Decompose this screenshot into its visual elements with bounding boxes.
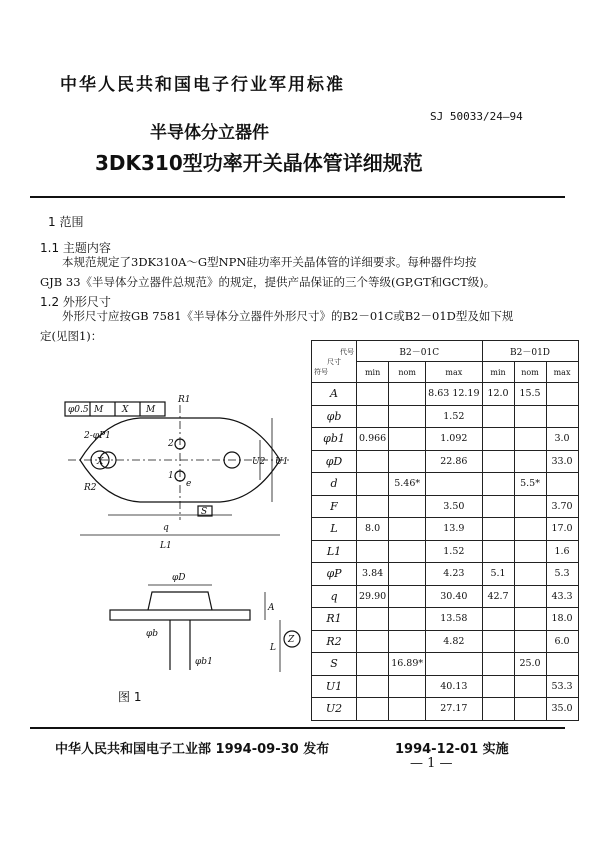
table-cell: 3.0 bbox=[546, 428, 578, 451]
table-cell bbox=[357, 405, 389, 428]
side-view-cap bbox=[148, 592, 212, 610]
table-cell: 5.46* bbox=[389, 473, 426, 496]
table-cell: 17.0 bbox=[546, 518, 578, 541]
label-tol-m1: M bbox=[94, 405, 104, 415]
table-cell bbox=[357, 608, 389, 631]
label-lead-1: 1 bbox=[168, 471, 174, 481]
row-symbol: φb bbox=[312, 405, 357, 428]
row-symbol: U2 bbox=[312, 698, 357, 721]
figure-caption: 图 1 bbox=[118, 690, 142, 704]
table-cell: 1.6 bbox=[546, 540, 578, 563]
label-e: e bbox=[186, 479, 192, 489]
row-symbol: F bbox=[312, 495, 357, 518]
doc-number: SJ 50033/24—94 bbox=[430, 110, 523, 123]
table-cell: 22.86 bbox=[426, 450, 482, 473]
table-cell bbox=[357, 675, 389, 698]
title-line-2: 3DK310型功率开关晶体管详细规范 bbox=[95, 151, 423, 175]
table-cell: 30.40 bbox=[426, 585, 482, 608]
table-cell bbox=[389, 518, 426, 541]
page-number: — 1 — bbox=[410, 756, 453, 771]
table-cell bbox=[426, 473, 482, 496]
label-z-datum: Z bbox=[288, 635, 295, 645]
subheader: nom bbox=[514, 362, 546, 383]
table-row bbox=[312, 698, 579, 721]
table-cell bbox=[357, 495, 389, 518]
table-cell bbox=[482, 608, 514, 631]
table-cell bbox=[482, 675, 514, 698]
table-cell bbox=[389, 383, 426, 406]
table-row bbox=[312, 473, 579, 496]
label-q: q bbox=[163, 523, 169, 533]
label-u2: U2 bbox=[252, 457, 266, 467]
label-phi-b: φb bbox=[146, 629, 159, 639]
table-cell: 1.52 bbox=[426, 540, 482, 563]
table-cell: 43.3 bbox=[546, 585, 578, 608]
table-cell: 18.0 bbox=[546, 608, 578, 631]
table-cell: 13.9 bbox=[426, 518, 482, 541]
table-row bbox=[312, 585, 579, 608]
table-cell: 3.84 bbox=[357, 563, 389, 586]
label-u1: U1 bbox=[275, 457, 289, 467]
section-1-heading: 1 范围 bbox=[48, 215, 84, 229]
row-symbol: U1 bbox=[312, 675, 357, 698]
label-tol-x: X bbox=[122, 405, 129, 415]
row-symbol: d bbox=[312, 473, 357, 496]
table-cell: 29.90 bbox=[357, 585, 389, 608]
table-body bbox=[312, 383, 579, 721]
table-cell bbox=[514, 698, 546, 721]
label-l: L bbox=[270, 643, 276, 653]
label-phi-d: φD bbox=[172, 573, 186, 583]
table-row bbox=[312, 450, 579, 473]
table-cell: 8.0 bbox=[357, 518, 389, 541]
table-cell: 40.13 bbox=[426, 675, 482, 698]
label-a: A bbox=[268, 603, 275, 613]
subheader: max bbox=[426, 362, 482, 383]
table-cell bbox=[357, 473, 389, 496]
row-symbol: φD bbox=[312, 450, 357, 473]
table-cell: 5.3 bbox=[546, 563, 578, 586]
table-row bbox=[312, 495, 579, 518]
table-cell: 6.0 bbox=[546, 630, 578, 653]
table-cell bbox=[357, 630, 389, 653]
row-symbol: φb1 bbox=[312, 428, 357, 451]
table-cell bbox=[357, 383, 389, 406]
row-symbol: q bbox=[312, 585, 357, 608]
table-cell bbox=[389, 698, 426, 721]
table-cell bbox=[357, 698, 389, 721]
table-cell: 25.0 bbox=[514, 653, 546, 676]
table-cell bbox=[514, 405, 546, 428]
table-row bbox=[312, 630, 579, 653]
table-row bbox=[312, 653, 579, 676]
table-cell bbox=[546, 405, 578, 428]
label-s: S bbox=[201, 507, 208, 517]
table-row bbox=[312, 428, 579, 451]
table-cell bbox=[514, 540, 546, 563]
section-1-2-text-1: 外形尺寸应按GB 7581《半导体分立器件外形尺寸》的B2－01C或B2－01D型及如下规 bbox=[62, 309, 514, 323]
table-row bbox=[312, 608, 579, 631]
row-symbol: L1 bbox=[312, 540, 357, 563]
table-cell bbox=[514, 518, 546, 541]
table-corner bbox=[312, 341, 357, 383]
table-cell bbox=[514, 563, 546, 586]
table-cell bbox=[482, 630, 514, 653]
table-cell bbox=[357, 450, 389, 473]
table-cell: 1.52 bbox=[426, 405, 482, 428]
corner-top: 代号 bbox=[340, 347, 354, 356]
table-cell: 8.63 12.19 bbox=[426, 383, 482, 406]
table-cell bbox=[389, 405, 426, 428]
table-cell bbox=[546, 383, 578, 406]
table-cell: 3.50 bbox=[426, 495, 482, 518]
outline-drawing bbox=[60, 380, 310, 680]
table-row bbox=[312, 563, 579, 586]
title-line-1: 半导体分立器件 bbox=[150, 123, 269, 143]
table-cell bbox=[482, 428, 514, 451]
table-row bbox=[312, 675, 579, 698]
subheader: min bbox=[482, 362, 514, 383]
table-row bbox=[312, 405, 579, 428]
label-phi-b1: φb1 bbox=[195, 657, 213, 667]
row-symbol: R1 bbox=[312, 608, 357, 631]
table-cell: 3.70 bbox=[546, 495, 578, 518]
label-holes: 2-φP1 bbox=[84, 431, 111, 441]
table-row bbox=[312, 540, 579, 563]
label-x-datum: X bbox=[97, 457, 104, 467]
table-cell: 5.1 bbox=[482, 563, 514, 586]
standard-org: 中华人民共和国电子行业军用标准 bbox=[60, 75, 345, 95]
table-cell: 4.23 bbox=[426, 563, 482, 586]
group-header-d: B2－01D bbox=[482, 341, 578, 362]
row-symbol: φP bbox=[312, 563, 357, 586]
table-cell bbox=[389, 495, 426, 518]
table-cell bbox=[514, 495, 546, 518]
table-cell bbox=[482, 450, 514, 473]
table-cell bbox=[514, 585, 546, 608]
table-cell: 53.3 bbox=[546, 675, 578, 698]
table-cell bbox=[482, 518, 514, 541]
effective-date: 1994-12-01 实施 bbox=[395, 742, 509, 757]
table-row bbox=[312, 383, 579, 406]
table-cell bbox=[426, 653, 482, 676]
table-cell: 16.89* bbox=[389, 653, 426, 676]
dimension-table bbox=[311, 340, 579, 721]
table-row bbox=[312, 518, 579, 541]
table-cell bbox=[482, 653, 514, 676]
corner-mid: 尺寸 bbox=[327, 357, 341, 366]
table-cell bbox=[514, 428, 546, 451]
label-r2: R2 bbox=[84, 483, 97, 493]
section-1-1-heading: 1.1 主题内容 bbox=[40, 241, 111, 255]
table-cell: 1.092 bbox=[426, 428, 482, 451]
table-cell bbox=[389, 608, 426, 631]
row-symbol: A bbox=[312, 383, 357, 406]
table-cell: 35.0 bbox=[546, 698, 578, 721]
table-cell: 0.966 bbox=[357, 428, 389, 451]
row-symbol: S bbox=[312, 653, 357, 676]
label-tol-m2: M bbox=[146, 405, 156, 415]
table-cell: 27.17 bbox=[426, 698, 482, 721]
table-cell: 15.5 bbox=[514, 383, 546, 406]
table-cell: 13.58 bbox=[426, 608, 482, 631]
subheader: nom bbox=[389, 362, 426, 383]
table-cell bbox=[482, 495, 514, 518]
table-cell: 5.5* bbox=[514, 473, 546, 496]
publisher-line: 中华人民共和国电子工业部 1994-09-30 发布 bbox=[55, 742, 330, 757]
table-cell bbox=[514, 450, 546, 473]
corner-bottom: 符号 bbox=[314, 367, 328, 376]
row-symbol: L bbox=[312, 518, 357, 541]
table-cell bbox=[482, 540, 514, 563]
table-cell bbox=[389, 540, 426, 563]
label-tol-box: φ0.5 bbox=[68, 405, 89, 415]
table-cell: 4.82 bbox=[426, 630, 482, 653]
table-cell bbox=[357, 653, 389, 676]
group-header-c: B2－01C bbox=[357, 341, 483, 362]
section-1-1-text-2: GJB 33《半导体分立器件总规范》的规定，提供产品保证的三个等级(GP,GT和GCT级)。 bbox=[40, 275, 496, 289]
table-cell bbox=[389, 585, 426, 608]
table-cell bbox=[389, 675, 426, 698]
row-symbol: R2 bbox=[312, 630, 357, 653]
subheader: min bbox=[357, 362, 389, 383]
label-lead-2: 2 bbox=[168, 439, 174, 449]
table-cell bbox=[514, 608, 546, 631]
table-cell bbox=[514, 675, 546, 698]
table-cell bbox=[482, 698, 514, 721]
side-view-flange bbox=[110, 610, 250, 620]
table-cell bbox=[389, 630, 426, 653]
section-1-1-text-1: 本规范规定了3DK310A～G型NPN硅功率开关晶体管的详细要求。每种器件均按 bbox=[62, 255, 477, 269]
section-1-2-heading: 1.2 外形尺寸 bbox=[40, 295, 111, 309]
table-cell bbox=[389, 563, 426, 586]
section-1-2-text-2: 定(见图1)： bbox=[40, 329, 103, 343]
table-cell bbox=[546, 473, 578, 496]
table-cell bbox=[389, 428, 426, 451]
table-cell bbox=[482, 473, 514, 496]
table-cell bbox=[482, 405, 514, 428]
label-l1: L1 bbox=[160, 541, 172, 551]
table-cell bbox=[514, 630, 546, 653]
table-cell bbox=[357, 540, 389, 563]
table-cell bbox=[389, 450, 426, 473]
table-cell: 42.7 bbox=[482, 585, 514, 608]
table-cell: 12.0 bbox=[482, 383, 514, 406]
table-cell bbox=[546, 653, 578, 676]
label-r1: R1 bbox=[178, 395, 191, 405]
header-rule bbox=[30, 196, 565, 198]
footer-rule bbox=[30, 727, 565, 729]
table-cell: 33.0 bbox=[546, 450, 578, 473]
subheader: max bbox=[546, 362, 578, 383]
